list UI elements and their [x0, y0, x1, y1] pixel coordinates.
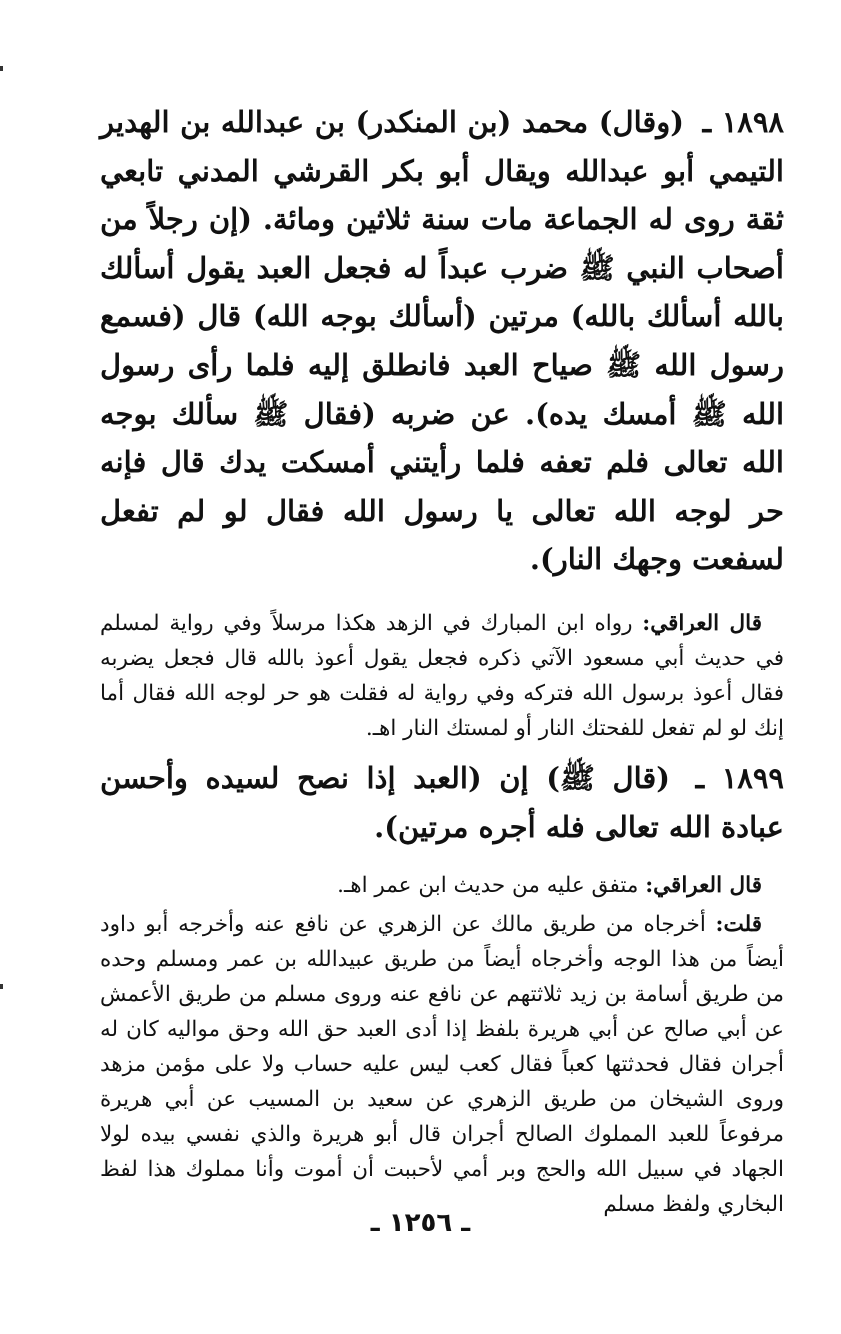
margin-mark-middle [0, 984, 3, 989]
commentary-qultu [100, 907, 784, 1222]
iraqi-note-1899 [100, 868, 784, 903]
note-lead: قال العراقي: [645, 873, 762, 899]
margin-mark-top [0, 66, 3, 71]
page-number: ـ ١٢٥٦ ـ [370, 1208, 471, 1238]
iraqi-note-1898 [100, 606, 784, 746]
note-lead: قلت: [715, 912, 762, 938]
hadith-text: (قال ﷺ) إن (العبد إذا نصح لسيده وأحسن عبادة الله تعالى فله أجره مرتين). [100, 760, 784, 844]
hadith-1899 [100, 754, 784, 851]
page-body [100, 98, 784, 1222]
note-lead: قال العراقي: [642, 610, 763, 636]
hadith-number: ١٨٩٩ ـ [695, 760, 784, 795]
note-text: رواه ابن المبارك في الزهد هكذا مرسلاً وفي رواية لمسلم في حديث أبي مسعود الآتي ذكره فجعل يقول أعوذ بالله قال فجعل يضربه فقال أعوذ برسول الله فتركه وفي رواية له فقلت هو حر لوجه الله فقال أما إنك لو لم تفعل للفحتك النار أو لمستك النار اهـ. [100, 610, 784, 741]
hadith-text: (وقال) محمد (بن المنكدر) بن عبدالله بن الهدير التيمي أبو عبدالله ويقال أبو بكر القرشي المدني تابعي ثقة روى له الجماعة مات سنة ثلاثين ومائة. (إن رجلاً من أصحاب النبي ﷺ ضرب عبداً له فجعل العبد يقول أسألك بالله أسألك بالله) مرتين (أسألك بوجه الله) قال (فسمع رسول الله ﷺ صياح العبد فانطلق إليه فلما رأى رسول الله ﷺ أمسك يده). عن ضربه (فقال ﷺ سألك بوجه الله تعالى فلم تعفه فلما رأيتني أمسكت يدك قال فإنه حر لوجه الله تعالى يا رسول الله فقال لو لم تفعل لسفعت وجهك النار). [100, 105, 784, 577]
note-text: متفق عليه من حديث ابن عمر اهـ. [337, 873, 639, 899]
note-text: أخرجاه من طريق مالك عن الزهري عن نافع عنه وأخرجه أبو داود أيضاً من هذا الوجه وأخرجاه أيضاً من طريق عبيدالله بن عمر ومسلم وحده من طريق أسامة بن زيد ثلاثتهم عن نافع عنه وروى مسلم من طريق الأعمش عن أبي صالح عن أبي هريرة بلفظ إذا أدى العبد حق الله وحق مواليه كان له أجران فقال فحدثتها كعباً فقال كعب ليس عليه حساب ولا على مؤمن مزهد وروى الشيخان من طريق الزهري عن سعيد بن المسيب عن أبي هريرة مرفوعاً للعبد المملوك الصالح أجران قال أبو هريرة والذي نفسي بيده لولا الجهاد في سبيل الله والحج وبر أمي لأحببت أن أموت وأنا مملوك هذا لفظ البخاري ولفظ مسلم [100, 912, 784, 1218]
hadith-1898 [100, 98, 784, 584]
hadith-number: ١٨٩٨ ـ [702, 105, 784, 139]
